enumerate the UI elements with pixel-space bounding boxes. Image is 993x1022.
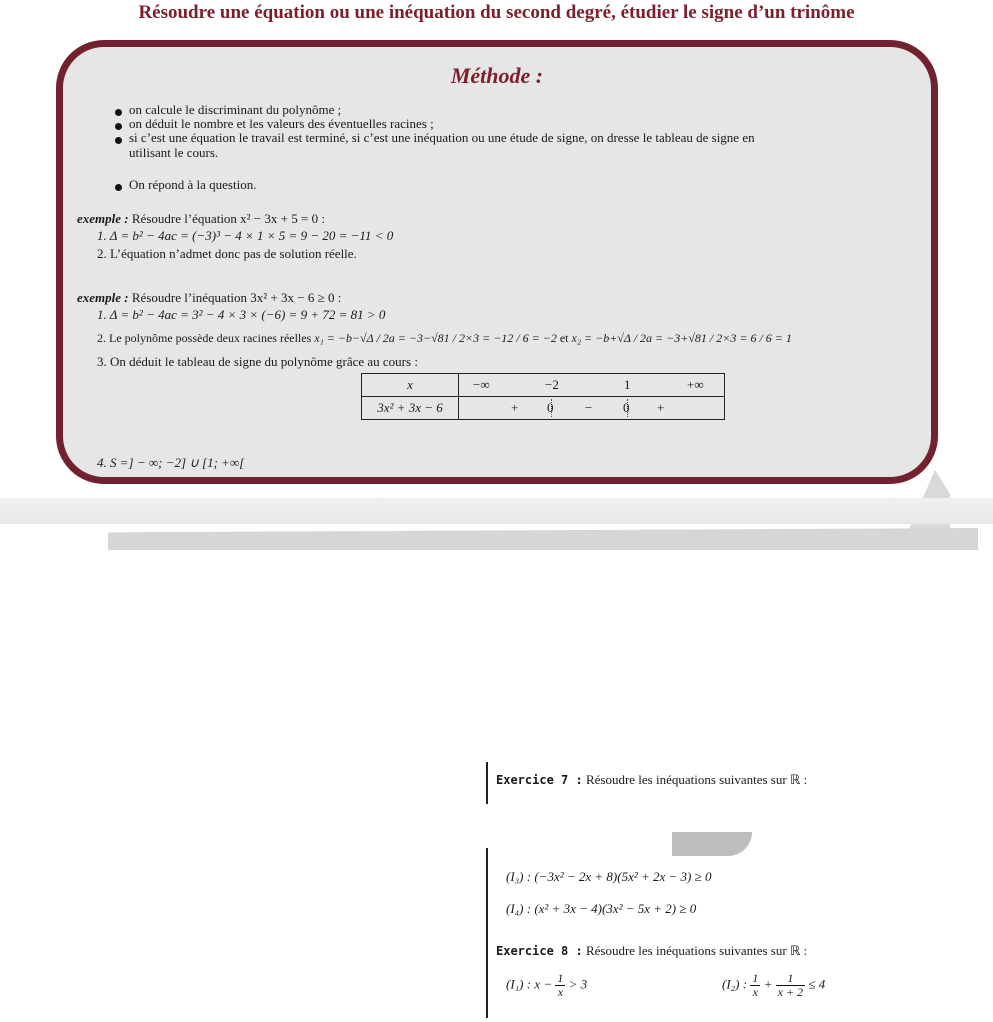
example2-label: exemple : (77, 290, 129, 305)
grey-blot (672, 832, 752, 856)
method-box (56, 40, 938, 484)
sign-value: + (657, 400, 665, 415)
method-bullet-4: On répond à la question. (129, 177, 257, 192)
example2-step-3: 3. On déduit le tableau de signe du polynôme grâce au cours : (97, 354, 418, 369)
step2-prefix: 2. Le polynôme possède deux racines réelles (97, 331, 312, 345)
method-bullet-3: si c’est une équation le travail est terminé, si c’est une inéquation ou une étude de signe, on dresse le tableau de signe en (129, 130, 755, 145)
i2-suffix: ≤ 4 (808, 976, 826, 992)
x-value: −2 (545, 377, 559, 392)
sign-table-sign-row (362, 397, 725, 420)
fraction-numerator: 1 (776, 972, 805, 986)
page-edge-shadow (108, 528, 978, 550)
root-x2: x₂ = −b+√Δ / 2a = −3+√81 / 2×3 = 6 / 6 = 1 (571, 331, 792, 345)
method-bullet-3-cont: utilisant le cours. (129, 145, 219, 160)
exercise8-text: Résoudre les inéquations suivantes sur ℝ : (585, 943, 808, 958)
fraction-numerator: 1 (557, 971, 564, 985)
example1-header (77, 211, 325, 227)
fraction-denominator: x + 2 (777, 985, 804, 999)
sign-table-x-label: x (362, 374, 459, 397)
x-value: 1 (624, 377, 631, 392)
example1-statement: Résoudre l’équation x² − 3x + 5 = 0 : (131, 211, 325, 226)
left-rule (486, 848, 488, 1018)
fraction (555, 972, 565, 999)
i1-prefix: (I₁) : x − (506, 976, 553, 992)
page-edge-shadow (0, 498, 993, 524)
example2-header (77, 290, 341, 306)
method-title: Méthode : (450, 63, 544, 88)
x-value: −∞ (473, 377, 490, 392)
exercise7-text: Résoudre les inéquations suivantes sur ℝ : (585, 772, 808, 787)
sign-table-x-row (362, 374, 725, 397)
fraction (750, 972, 760, 999)
method-bullet-2: on déduit le nombre et les valeurs des éventuelles racines ; (129, 116, 434, 131)
fraction-denominator: x (557, 985, 564, 999)
left-rule (486, 762, 488, 804)
exercise7-header (496, 772, 807, 788)
sign-value: − (585, 400, 593, 415)
plus-sign: + (763, 976, 773, 992)
page-title: Résoudre une équation ou une inéquation du second degré, étudier le signe d’un trinôme (138, 2, 855, 23)
inequation-i1 (506, 972, 587, 999)
inequation-i3: (I₃) : (−3x² − 2x + 8)(5x² + 2x − 3) ≥ 0 (506, 869, 712, 884)
bullet-icon (115, 123, 122, 130)
sign-table (361, 373, 725, 420)
example1-step-1: 1. Δ = b² − 4ac = (−3)³ − 4 × 1 × 5 = 9 − 20 = −11 < 0 (97, 228, 394, 243)
fraction (776, 972, 805, 999)
example2-statement: Résoudre l’inéquation 3x² + 3x − 6 ≥ 0 : (131, 290, 342, 305)
bullet-icon (115, 137, 122, 144)
exercise8-header (496, 943, 807, 959)
exercise8-label: Exercice 8 : (496, 944, 583, 958)
fraction-numerator: 1 (752, 971, 759, 985)
example2-step-1: 1. Δ = b² − 4ac = 3² − 4 × 3 × (−6) = 9 + 72 = 81 > 0 (97, 307, 386, 322)
bullet-icon (115, 184, 122, 191)
inequation-i2 (722, 972, 825, 999)
sign-value: 0 (623, 400, 630, 415)
method-bullet-1: on calcule le discriminant du polynôme ; (129, 102, 342, 117)
sign-table-signs (459, 397, 725, 420)
inequation-i4: (I₄) : (x² + 3x − 4)(3x² − 5x + 2) ≥ 0 (506, 901, 697, 916)
sign-value: 0 (547, 400, 554, 415)
fraction-denominator: x (752, 985, 758, 999)
example2-step-2 (97, 331, 792, 346)
sign-table-row-label: 3x² + 3x − 6 (362, 397, 459, 420)
example2-step-4: 4. S =] − ∞; −2] ∪ [1; +∞[ (97, 455, 245, 470)
example1-step-2: 2. L’équation n’admet donc pas de solution réelle. (97, 246, 357, 261)
exercise7-label: Exercice 7 : (496, 773, 583, 787)
root-x1: x₁ = −b−√Δ / 2a = −3−√81 / 2×3 = −12 / 6 = −2 (314, 331, 557, 345)
example1-label: exemple : (77, 211, 129, 226)
x-value: +∞ (687, 377, 704, 392)
sign-value: + (511, 400, 519, 415)
i1-suffix: > 3 (568, 976, 588, 992)
sign-table-x-values (459, 374, 725, 397)
step2-et: et (559, 331, 569, 345)
i2-prefix: (I₂) : (722, 976, 748, 992)
bullet-icon (115, 109, 122, 116)
